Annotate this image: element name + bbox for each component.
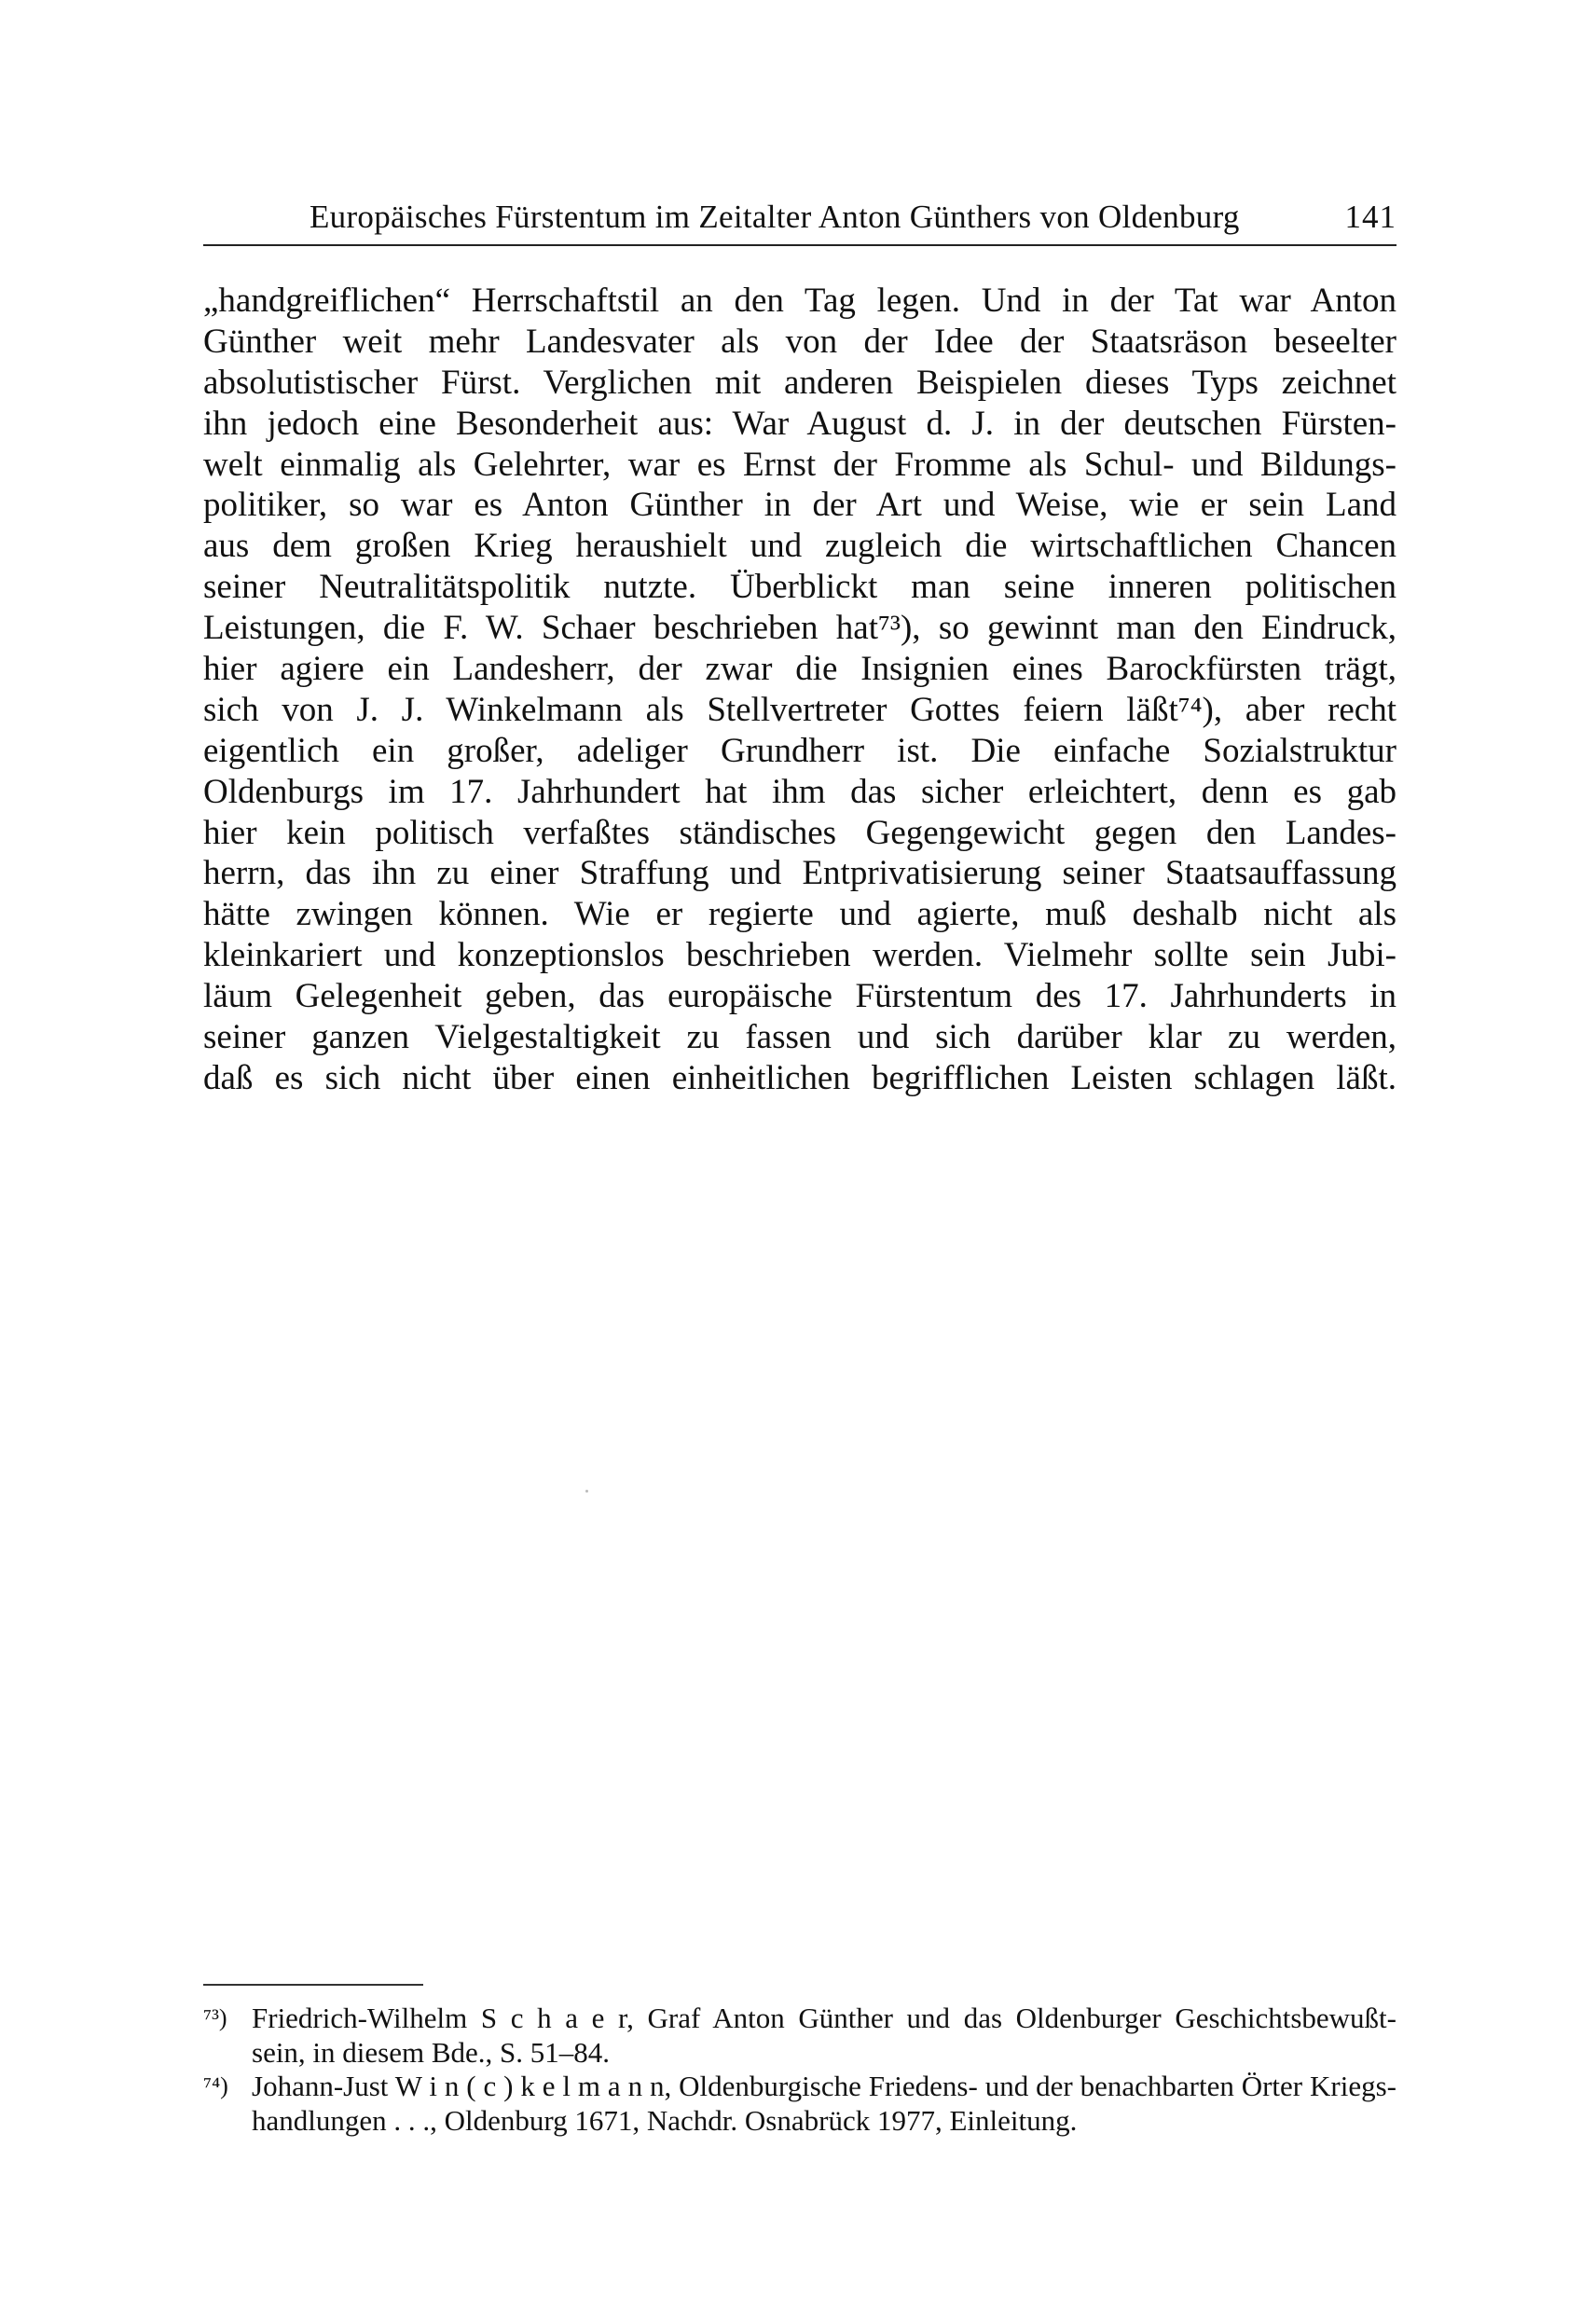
footnote-line: handlungen . . ., Oldenburg 1671, Nachdr. Osnabrück 1977, Einleitung. <box>252 2103 1078 2137</box>
text-line: eigentlich ein großer, adeliger Grundherr ist. Die einfache Sozialstruktur <box>203 731 1396 770</box>
text-line: „handgreiflichen“ Herrschaftstil an den Tag legen. Und in der Tat war Anton <box>203 282 1396 320</box>
text-line: herrn, das ihn zu einer Straffung und Entprivatisierung seiner Staatsauffassung <box>203 854 1396 893</box>
footnote-line: Friedrich-Wilhelm S c h a e r, Graf Anton Günther und das Oldenburger Geschichtsbewußt- <box>252 2002 1396 2034</box>
running-head-title: Europäisches Fürstentum im Zeitalter Anton Günthers von Oldenburg <box>310 199 1240 235</box>
text-line: aus dem großen Krieg heraushielt und zugleich die wirtschaftlichen Chancen <box>203 527 1396 566</box>
text-line: welt einmalig als Gelehrter, war es Ernst der Fromme als Schul- und Bildungs- <box>203 445 1396 484</box>
text-line: hier agiere ein Landesherr, der zwar die Insignien eines Barockfürsten trägt, <box>203 650 1396 689</box>
footnote-rule <box>203 1984 423 1986</box>
header-rule <box>203 244 1396 246</box>
body-paragraph <box>203 281 1396 1099</box>
footnote-line: sein, in diesem Bde., S. 51–84. <box>252 2035 611 2069</box>
text-line: daß es sich nicht über einen einheitlichen begrifflichen Leisten schlagen läßt. <box>203 1058 1396 1097</box>
footnote-73 <box>203 2002 1396 2070</box>
footnote-line: Johann-Just W i n ( c ) k e l m a n n, Oldenburgische Friedens- und der benachbarten Örter Kriegs- <box>252 2070 1396 2102</box>
text-line: Günther weit mehr Landesvater als von der Idee der Staatsräson beseelter <box>203 322 1396 361</box>
text-line: sich von J. J. Winkelmann als Stellvertreter Gottes feiern läßt⁷⁴), aber recht <box>203 690 1396 729</box>
text-line: läum Gelegenheit geben, das europäische Fürstentum des 17. Jahrhunderts in <box>203 977 1396 1016</box>
footnote-74 <box>203 2070 1396 2138</box>
text-line: ihn jedoch eine Besonderheit aus: War August d. J. in der deutschen Fürsten- <box>203 404 1396 443</box>
footnote-marker: ⁷⁴) <box>203 2072 228 2099</box>
text-line: seiner ganzen Vielgestaltigkeit zu fassen und sich darüber klar zu werden, <box>203 1018 1396 1057</box>
page-number: 141 <box>1344 199 1396 235</box>
text-line: politiker, so war es Anton Günther in der Art und Weise, wie er sein Land <box>203 486 1396 525</box>
footnote-marker: ⁷³) <box>203 2004 227 2031</box>
text-line: hier kein politisch verfaßtes ständisches Gegengewicht gegen den Landes- <box>203 813 1396 852</box>
text-line: kleinkariert und konzeptionslos beschrieben werden. Vielmehr sollte sein Jubi- <box>203 936 1396 975</box>
text-line: Leistungen, die F. W. Schaer beschrieben hat⁷³), so gewinnt man den Eindruck, <box>203 609 1396 648</box>
text-line: hätte zwingen können. Wie er regierte und agierte, muß deshalb nicht als <box>203 895 1396 934</box>
footnotes <box>203 2002 1396 2138</box>
text-line: seiner Neutralitätspolitik nutzte. Überblickt man seine inneren politischen <box>203 568 1396 607</box>
text-line: absolutistischer Fürst. Verglichen mit anderen Beispielen dieses Typs zeichnet <box>203 363 1396 402</box>
print-speck <box>585 1490 588 1493</box>
text-line: Oldenburgs im 17. Jahrhundert hat ihm das sicher erleichtert, denn es gab <box>203 772 1396 811</box>
running-head <box>203 192 1396 242</box>
